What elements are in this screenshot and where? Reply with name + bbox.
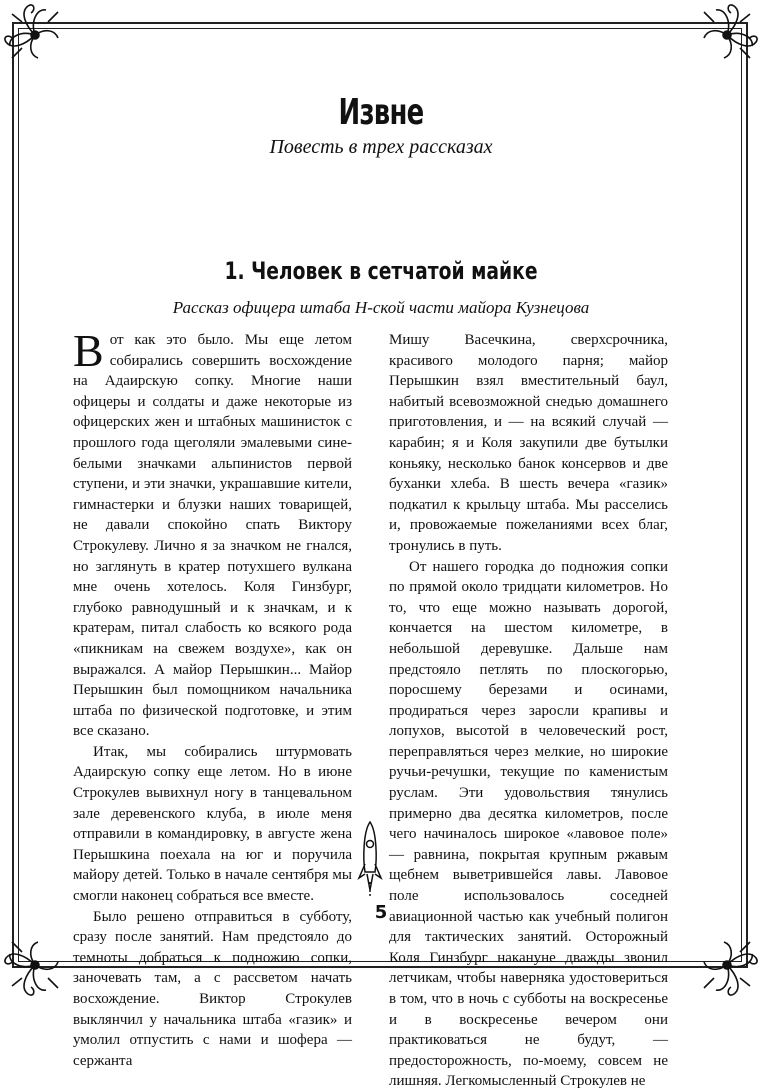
paragraph: Мишу Васечкина, сверхсрочника, красивого молодого парня; майор Перышкин взял вместительный баул, набитый всевозможной снедью домашнего приготовления, и — на всякий случай — карабин; я и Коля закупили две бутылки коньяку, несколько банок консервов и две буханки хлеба. В шесть вечера «газик» подкатил к крыльцу штаба. Мы расселись и, провожаемые пожеланиями всех благ, тронулись в путь.	[389, 332, 668, 554]
rocket-icon	[355, 820, 385, 900]
book-subtitle: Повесть в трех рассказах	[269, 136, 493, 158]
paragraph	[73, 325, 352, 742]
book-title: Извне	[338, 92, 424, 133]
paragraph-text: от как это было. Мы еще летом собирались совершить восхождение на Адаирскую сопку. Многие наши офицеры и солдаты и даже некоторые из офицерских жен и штабных машинисток с прошлого года щеголяли эмалевыми сине-белыми значками альпинистов первой ступени, и эти значки, украшавшие кители, гимнастерки и блузки наших товарищей, не давали спокойно спать Виктору Строкулеву. Лично я за значком не гнался, но заглянуть в кратер потухшего вулкана мне очень хотелось. Коля Гинзбург, глубоко равнодушный и к значкам, и к кратерам, питал слабость ко всякого рода «пикникам на свежем воздухе», как он выражался. А майор Перышкин... Майор Перышкин был помощником начальника штаба по физической подготовке, и этим все сказано.	[73, 332, 352, 740]
text-column-left	[73, 325, 352, 1071]
page-number: 5	[374, 902, 388, 923]
paragraph: Итак, мы собирались штурмовать Адаирскую сопку еще летом. Но в июне Строкулев вывихнул ногу в танцевальном зале деревенского клуба, в июле меня отправили в командировку, в августе жена Перышкина поехала на юг и поручила майору детей. Только в начале сентября мы смогли наконец собраться все вместе.	[73, 743, 352, 905]
paragraph: От нашего городка до подножия сопки по прямой около тридцати километров. Но то, что еще можно называть дорогой, кончается на шестом километре, в небольшой деревушке. Дальше нам предстояло петлять по плоскогорью, поросшему березами и осинами, продираться через заросли крапивы и лопухов, высотой в человеческий рост, переправляться через мелкие, но широкие ручьи-речушки, текущие по каменистым руслам. Эти удовольствия тянулись примерно два десятка километров, после чего начиналось широкое «лавовое поле» — равнина, покрытая крупным ржавым щебнем выветрившейся лавы. Лавовое поле использовалось соседней авиационной частью как учебный полигон для тактических занятий. Осторожный Коля Гинзбург накануне дважды звонил летчикам, чтобы наверняка удостовериться в том, что в ночь с субботы на воскресенье и в воскресенье вечером они практиковаться не будут, — предосторожность, по-моему, совсем не лишняя. Легкомысленный Строкулев не	[389, 558, 668, 1090]
paragraph: Было решено отправиться в субботу, сразу после занятий. Нам предстояло до темноты добраться к подножию сопки, заночевать там, а с рассветом начать восхождение. Виктор Строкулев выклянчил у начальника штаба «газик» и умолил отпустить с нами и шофера — сержанта	[73, 908, 352, 1069]
drop-cap: В	[73, 325, 104, 376]
ornament-corner-icon	[692, 0, 762, 70]
ornament-corner-icon	[692, 930, 762, 1000]
ornament-corner-icon	[0, 930, 70, 1000]
text-column-right	[389, 330, 668, 1092]
chapter-heading: 1. Человек в сетчатой майке	[224, 257, 538, 285]
chapter-subheading: Рассказ офицера штаба Н-ской части майора Кузнецова	[172, 298, 590, 317]
ornament-corner-icon	[0, 0, 70, 70]
